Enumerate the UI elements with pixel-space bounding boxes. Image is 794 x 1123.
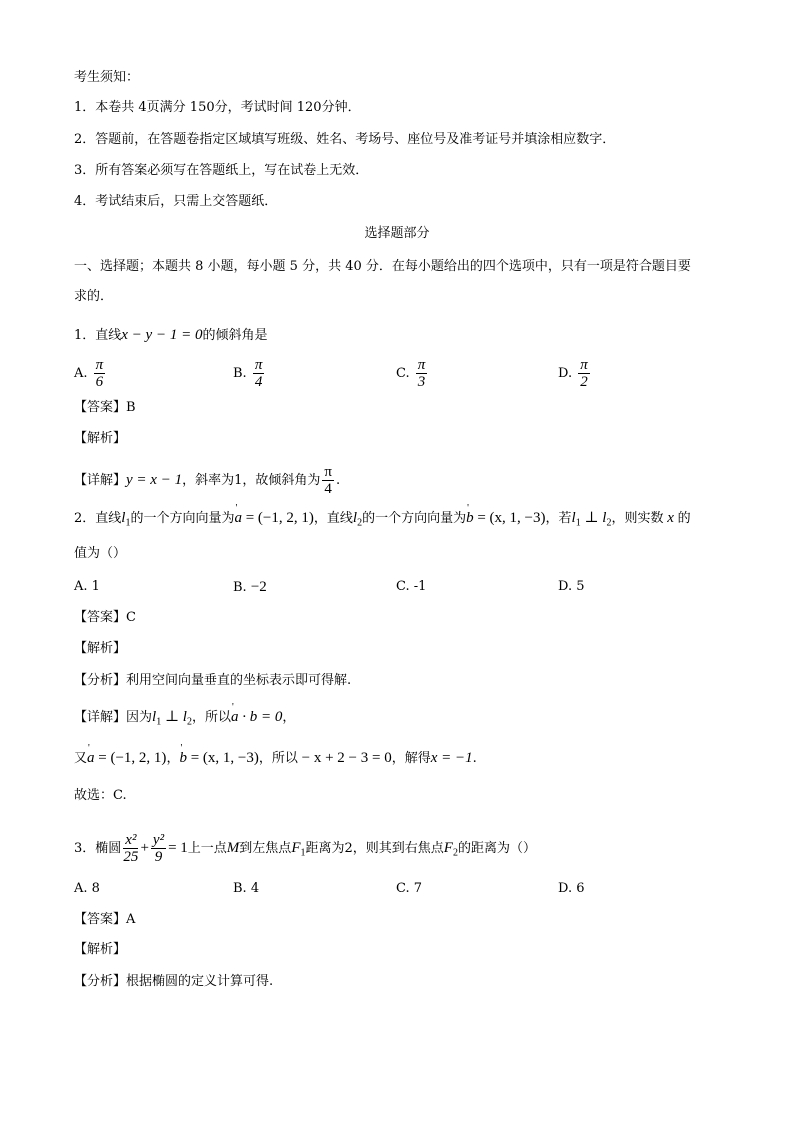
section-title: 选择题部分 — [364, 226, 430, 241]
section-intro-line2: 求的． — [74, 289, 114, 304]
q2-detail-line1: 【详解】因为$l_1$ ⊥ $l_2$，所以' a · b = 0， — [74, 707, 295, 733]
q2-stem-line1: 2．直线$l_1$的一个方向向量为' a = (−1, 2, 1)，直线$l_2$的一个方向向量为' b = (x, 1, −3)，若$l_1$ ⊥ $l_2$，则实数 x 的 — [74, 508, 691, 534]
q2-option-a: A. 1 — [74, 579, 100, 594]
q3-option-a: A. 8 — [74, 881, 100, 896]
q3-analysis: 【解析】 — [74, 942, 127, 957]
notice-item-4: 4．考试结束后，只需上交答题纸． — [74, 194, 278, 209]
q3-stem: 3．椭圆 $\frac{\text{x²}}{25}$ + $\frac{\text{y²}}{9}$ = 1上一点M到左焦点$F_1$距离为2，则其到右焦点$F_2$的距离为（） — [74, 832, 536, 865]
q1-option-c: C. $\frac{\pi}{3}$ — [396, 357, 426, 390]
q1-answer: 【答案】B — [74, 400, 136, 415]
notice-title: 考生须知： — [74, 70, 140, 85]
section-intro-line1: 一、选择题；本题共 8 小题，每小题 5 分，共 40 分．在每小题给出的四个选项中，只有一项是符合题目要 — [74, 259, 691, 274]
q2-detail-line2: 又' a = (−1, 2, 1)，' b = (x, 1, −3)，所以 − x + 2 − 3 = 0，解得x = −1. — [74, 748, 477, 769]
notice-item-3: 3．所有答案必须写在答题纸上，写在试卷上无效． — [74, 163, 369, 178]
q2-stem-line2: 值为（） — [74, 546, 127, 561]
q2-choice: 故选：C. — [74, 788, 127, 803]
q3-answer: 【答案】A — [74, 912, 136, 927]
q3-option-b: B. 4 — [233, 881, 260, 896]
q2-analysis: 【解析】 — [74, 641, 127, 656]
q2-option-b: B. −2 — [233, 579, 267, 595]
vector-a: ' a — [234, 508, 242, 528]
q1-number: 1．直线 — [74, 328, 122, 343]
q1-equation: x − y − 1 = 0 — [121, 327, 203, 343]
q1-option-b: B. $\frac{\pi}{4}$ — [233, 357, 263, 390]
q1-stem — [74, 325, 267, 346]
q2-option-c: C. -1 — [396, 579, 427, 594]
q2-fenxi: 【分析】利用空间向量垂直的坐标表示即可得解. — [74, 673, 352, 688]
q1-tail: 的倾斜角是 — [202, 328, 268, 343]
q1-detail: 【详解】y = x − 1，斜率为1，故倾斜角为 $\frac{\pi}{4}$ . — [74, 464, 341, 497]
q2-answer: 【答案】C — [74, 610, 136, 625]
q1-option-a: A. $\frac{\pi}{6}$ — [74, 357, 104, 390]
q3-option-c: C. 7 — [396, 881, 423, 896]
q3-fenxi: 【分析】根据椭圆的定义计算可得. — [74, 974, 274, 989]
notice-item-2: 2．答题前，在答题卷指定区域填写班级、姓名、考场号、座位号及准考证号并填涂相应数字． — [74, 132, 616, 147]
vector-b: ' b — [466, 508, 474, 528]
q1-option-d: D. $\frac{\pi}{2}$ — [558, 357, 588, 390]
q2-option-d: D. 5 — [558, 579, 585, 594]
q1-analysis: 【解析】 — [74, 431, 127, 446]
q3-option-d: D. 6 — [558, 881, 585, 896]
notice-item-1: 1．本卷共 4页满分 150分，考试时间 120分钟． — [74, 100, 361, 115]
